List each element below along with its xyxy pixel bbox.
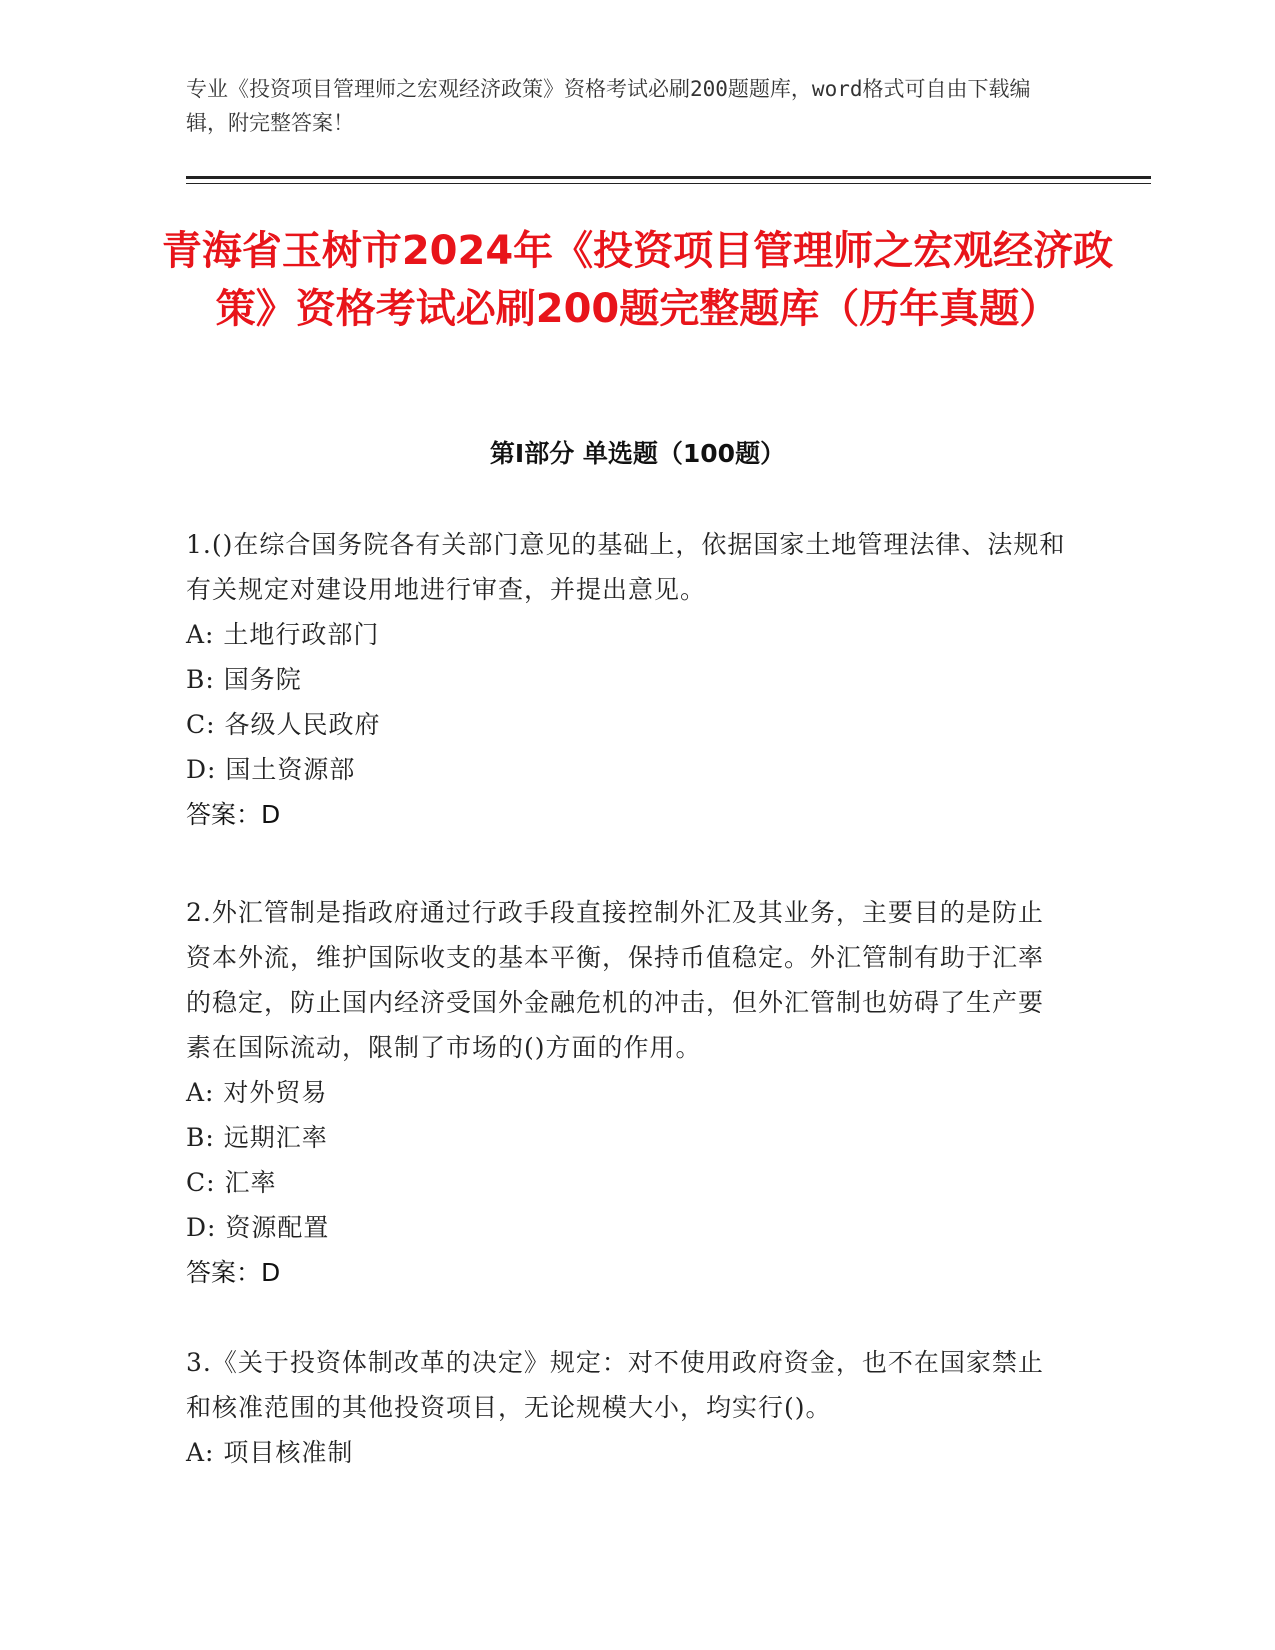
document-title: 青海省玉树市2024年《投资项目管理师之宏观经济政策》资格考试必刷200题完整题库（历年真题） [161,228,1114,332]
option-b: B: 国务院 [186,665,302,694]
header-rule-thin [186,183,1151,184]
question-stem: 2.外汇管制是指政府通过行政手段直接控制外汇及其业务，主要目的是防止资本外流，维护国际收支的基本平衡，保持币值稳定。外汇管制有助于汇率的稳定，防止国内经济受国外金融危机的冲击，但外汇管制也妨碍了生产要素在国际流动，限制了市场的()方面的作用。 [186,898,1045,1062]
option-d: D: 国土资源部 [186,755,356,784]
option-d: D: 资源配置 [186,1213,330,1242]
option-a: A: 土地行政部门 [186,620,380,649]
option-c: C: 各级人民政府 [186,710,381,739]
option-a: A: 项目核准制 [186,1438,354,1467]
answer-text: 答案：D [186,800,281,829]
option-c: C: 汇率 [186,1168,277,1197]
question-3 [186,1340,1066,1475]
question-2 [186,890,1066,1295]
intro-text: 专业《投资项目管理师之宏观经济政策》资格考试必刷200题题库，word格式可自由下载编辑，附完整答案！ [186,77,1031,135]
answer-text: 答案：D [186,1258,281,1287]
option-a: A: 对外贸易 [186,1078,328,1107]
section-heading: 第I部分 单选题（100题） [489,439,786,468]
question-stem: 1.()在综合国务院各有关部门意见的基础上，依据国家土地管理法律、法规和有关规定对建设用地进行审查，并提出意见。 [186,530,1066,604]
question-stem: 3.《关于投资体制改革的决定》规定：对不使用政府资金，也不在国家禁止和核准范围的其他投资项目，无论规模大小，均实行()。 [186,1348,1044,1422]
question-1 [186,522,1066,837]
header-rule-thick [186,176,1151,179]
option-b: B: 远期汇率 [186,1123,328,1152]
